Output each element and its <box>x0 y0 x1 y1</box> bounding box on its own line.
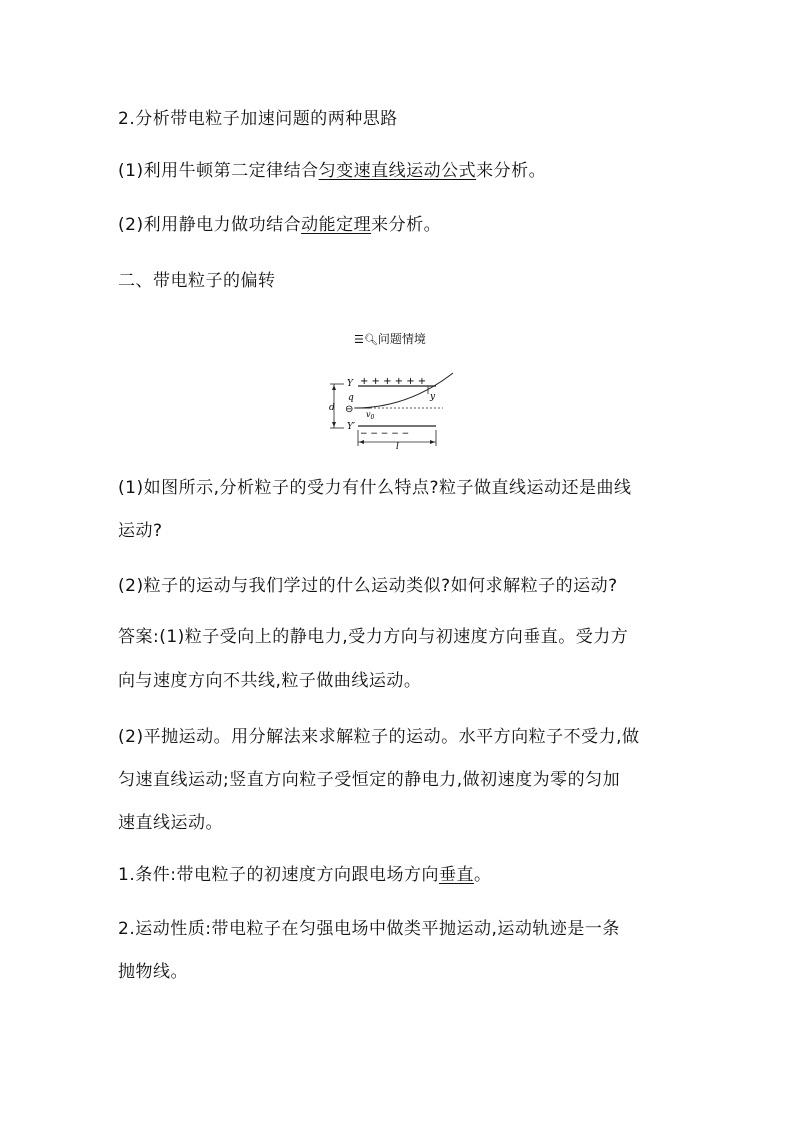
deflection-diagram <box>318 328 458 458</box>
label-v0: $v_0$ <box>366 410 375 421</box>
text-segment: 。 <box>473 865 492 885</box>
text-segment: 来分析。 <box>476 161 547 181</box>
text-segment: (2)利用静电力做功结合 <box>118 215 302 235</box>
text-segment: (2)平抛运动。用分解法来求解粒子的运动。水平方向粒子不受力,做 <box>118 727 640 747</box>
text-segment: (1)如图所示,分析粒子的受力有什么特点?粒子做直线运动还是曲线 <box>118 478 632 498</box>
text-line-l9 <box>118 669 421 693</box>
text-line-l4 <box>118 269 276 293</box>
underlined-term: 匀变速直线运动公式 <box>318 161 477 181</box>
text-line-l14 <box>118 917 620 941</box>
text-segment: 2.分析带电粒子加速问题的两种思路 <box>118 109 398 129</box>
underlined-term: 垂直 <box>438 865 474 885</box>
magnifier-icon: ☰🔍︎ <box>354 333 378 346</box>
text-segment: 速直线运动。 <box>118 813 223 833</box>
label-Yprime: Y′ <box>347 422 355 432</box>
label-Y: Y <box>347 379 353 389</box>
text-line-l13 <box>118 863 491 887</box>
label-q: q <box>348 393 354 403</box>
label-l: l <box>396 442 399 452</box>
text-segment: 2.运动性质:带电粒子在匀强电场中做类平抛运动,运动轨迹是一条 <box>118 919 620 939</box>
text-line-l11 <box>118 768 620 792</box>
text-segment: 1.条件:带电粒子的初速度方向跟电场方向 <box>118 865 439 885</box>
text-segment: (2)粒子的运动与我们学过的什么运动类似?如何求解粒子的运动? <box>118 576 618 596</box>
text-segment: 二、带电粒子的偏转 <box>118 271 276 291</box>
text-line-l1 <box>118 107 398 131</box>
figure-title-text: 问题情境 <box>377 332 426 346</box>
charge-symbol: ⊖ <box>345 404 354 415</box>
text-line-l2 <box>118 159 546 183</box>
minus-signs: − − − − − <box>360 429 410 439</box>
text-segment: 匀速直线运动;竖直方向粒子受恒定的静电力,做初速度为零的匀加 <box>118 770 621 790</box>
text-segment: 运动? <box>118 521 163 541</box>
text-segment: (1)利用牛顿第二定律结合 <box>118 161 319 181</box>
text-line-l6 <box>118 519 163 543</box>
label-d: d <box>329 403 335 413</box>
text-segment: 抛物线。 <box>118 962 188 982</box>
text-line-l3 <box>118 213 441 237</box>
underlined-term: 动能定理 <box>301 215 372 235</box>
text-segment: 来分析。 <box>371 215 442 235</box>
text-line-l10 <box>118 725 639 749</box>
text-line-l7 <box>118 574 618 598</box>
text-segment: 向与速度方向不共线,粒子做曲线运动。 <box>118 671 422 691</box>
text-line-l5 <box>118 476 632 500</box>
text-line-l15 <box>118 960 188 984</box>
text-segment: 答案:(1)粒子受向上的静电力,受力方向与初速度方向垂直。受力方 <box>118 627 629 647</box>
plus-signs: + + + + + + <box>360 376 427 387</box>
label-y: y <box>430 392 436 402</box>
text-line-l8 <box>118 625 628 649</box>
text-line-l12 <box>118 811 223 835</box>
